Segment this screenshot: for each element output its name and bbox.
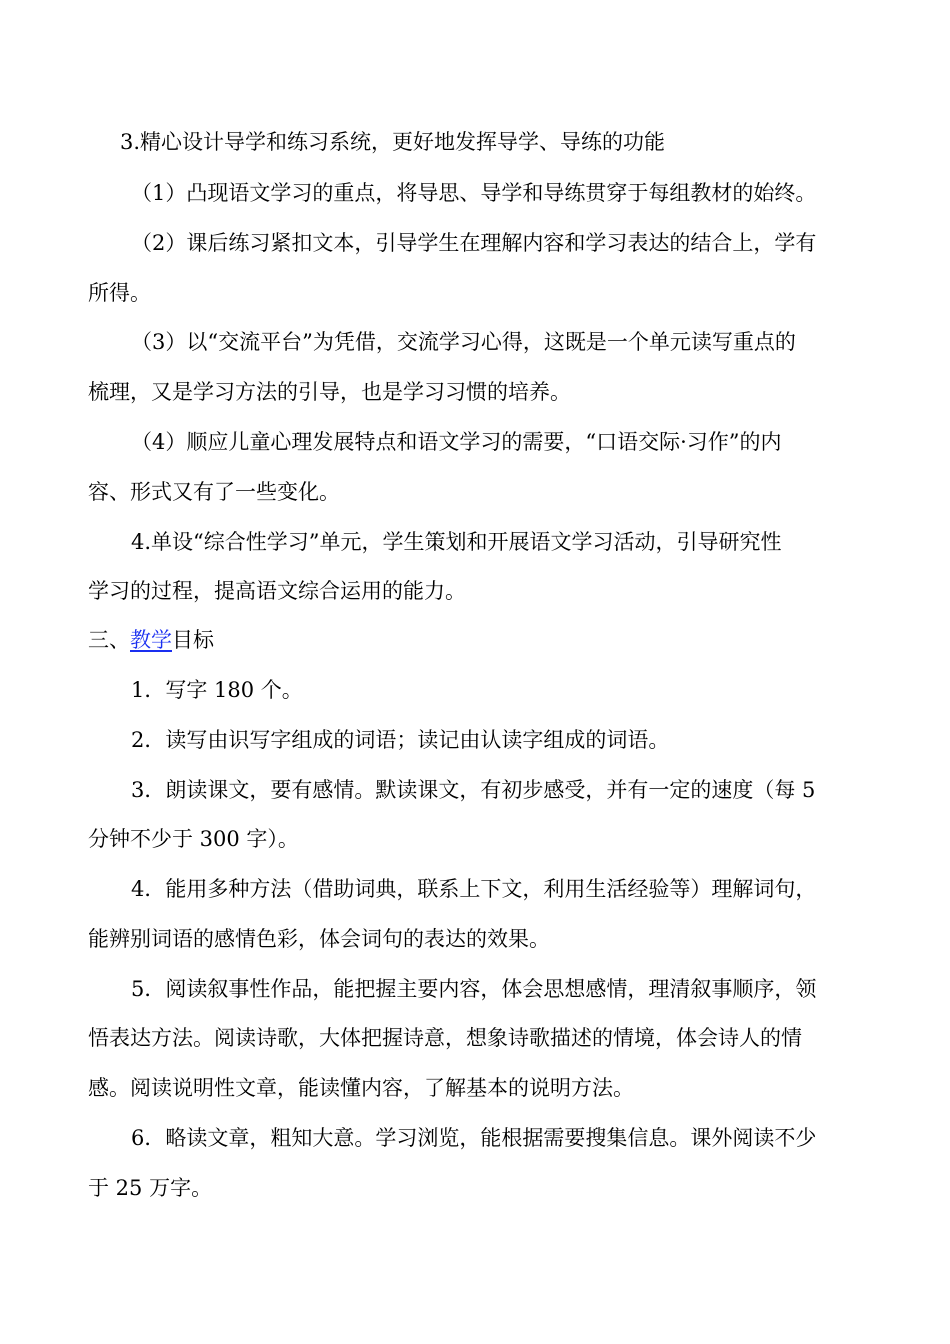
item-3-line-2: 梳理，又是学习方法的引导，也是学习习惯的培养。	[88, 380, 571, 404]
section-heading-goals	[88, 627, 868, 653]
goal-5-line-2: 悟表达方法。阅读诗歌，大体把握诗意，想象诗歌描述的情境，体会诗人的情	[88, 1026, 802, 1050]
section-heading-suffix: 目标	[172, 628, 214, 652]
item-4-line-2: 容、形式又有了一些变化。	[88, 480, 340, 504]
goal-3-line-2: 分钟不少于 300 字）。	[88, 827, 299, 851]
goal-6-line-1: 6．略读文章，粗知大意。学习浏览，能根据需要搜集信息。课外阅读不少	[131, 1126, 817, 1150]
point-4-line-1: 4.单设“综合性学习”单元，学生策划和开展语文学习活动，引导研究性	[131, 530, 782, 554]
goal-6-line-2: 于 25 万字。	[88, 1176, 213, 1200]
item-4-line-1: （4）顺应儿童心理发展特点和语文学习的需要，“口语交际·习作”的内	[131, 430, 782, 454]
point-4-line-2: 学习的过程，提高语文综合运用的能力。	[88, 579, 466, 603]
item-2-line-1: （2）课后练习紧扣文本，引导学生在理解内容和学习表达的结合上，学有	[131, 231, 817, 255]
item-1-line-1: （1）凸现语文学习的重点，将导思、导学和导练贯穿于每组教材的始终。	[131, 181, 817, 205]
goal-4-line-2: 能辨别词语的感情色彩，体会词句的表达的效果。	[88, 927, 550, 951]
goal-3-line-1: 3．朗读课文，要有感情。默读课文，有初步感受，并有一定的速度（每 5	[131, 778, 816, 802]
section-heading-prefix: 三、	[88, 628, 130, 652]
goal-1-line-1: 1．写字 180 个。	[131, 678, 303, 702]
goal-5-line-3: 感。阅读说明性文章，能读懂内容，了解基本的说明方法。	[88, 1076, 634, 1100]
item-2-line-2: 所得。	[88, 281, 151, 305]
point-3-heading: 3.精心设计导学和练习系统，更好地发挥导学、导练的功能	[120, 130, 666, 154]
teaching-link[interactable]: 教学	[130, 628, 172, 652]
goal-2-line-1: 2．读写由识写字组成的词语；读记由认读字组成的词语。	[131, 728, 670, 752]
item-3-line-1: （3）以“交流平台”为凭借，交流学习心得，这既是一个单元读写重点的	[131, 330, 796, 354]
goal-5-line-1: 5．阅读叙事性作品，能把握主要内容，体会思想感情，理清叙事顺序，领	[131, 977, 817, 1001]
goal-4-line-1: 4．能用多种方法（借助词典，联系上下文，利用生活经验等）理解词句，	[131, 877, 817, 901]
